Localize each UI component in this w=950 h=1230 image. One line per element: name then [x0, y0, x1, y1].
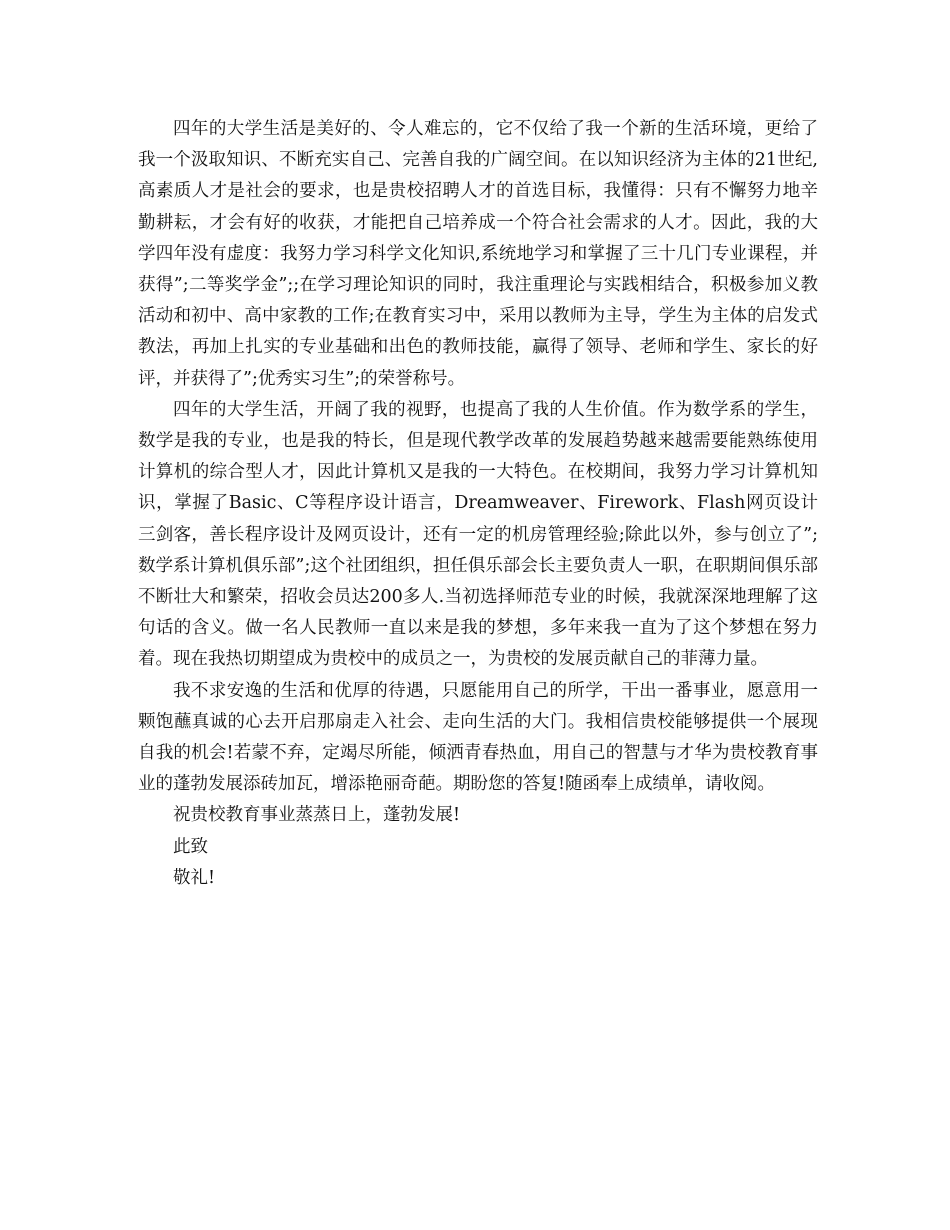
closing-salutation: 此致 [173, 836, 208, 857]
closing-regards: 敬礼! [173, 867, 216, 888]
paragraph-education: 四年的大学生活是美好的、令人难忘的，它不仅给了我一个新的生活环境，更给了我一个汲取知识、不断充实自己、完善自我的广阔空间。在以知识经济为主体的21世纪,高素质人才是社会的要求，也是贵校招聘人才的首选目标，我懂得：只有不懈努力地辛勤耕耘，才会有好的收获，才能把自己培养成一个符合社会需求的人才。因此，我的大学四年没有虚度：我努力学习科学文化知识,系统地学习和掌握了三十几门专业课程，并获得”;二等奖学金”;;在学习理论知识的同时，我注重理论与实践相结合，积极参加义教活动和初中、高中家教的工作;在教育实习中，采用以教师为主导，学生为主体的启发式教法，再加上扎实的专业基础和出色的教师技能，赢得了领导、老师和学生、家长的好评，并获得了”;优秀实习生”;的荣誉称号。 [138, 119, 818, 389]
closing-wish: 祝贵校教育事业蒸蒸日上，蓬勃发展! [173, 805, 461, 826]
letter-body [138, 114, 818, 894]
paragraph-aspiration: 我不求安逸的生活和优厚的待遇，只愿能用自己的所学，干出一番事业，愿意用一颗饱蘸真诚的心去开启那扇走入社会、走向生活的大门。我相信贵校能够提供一个展现自我的机会!若蒙不弃，定竭尽所能，倾洒青春热血，用自己的智慧与才华为贵校教育事业的蓬勃发展添砖加瓦，增添艳丽奇葩。期盼您的答复!随函奉上成绩单，请收阅。 [138, 680, 818, 795]
paragraph-skills: 四年的大学生活，开阔了我的视野，也提高了我的人生价值。作为数学系的学生，数学是我的专业，也是我的特长，但是现代教学改革的发展趋势越来越需要能熟练使用计算机的综合型人才，因此计算机又是我的一大特色。在校期间，我努力学习计算机知识，掌握了Basic、C等程序设计语言，Dreamweaver、Firework、Flash网页设计三剑客，善长程序设计及网页设计，还有一定的机房管理经验;除此以外，参与创立了”;数学系计算机俱乐部”;这个社团组织，担任俱乐部会长主要负责人一职，在职期间俱乐部不断壮大和繁荣，招收会员达200多人.当初选择师范专业的时候，我就深深地理解了这句话的含义。做一名人民教师一直以来是我的梦想，多年来我一直为了这个梦想在努力着。现在我热切期望成为贵校中的成员之一，为贵校的发展贡献自己的菲薄力量。 [138, 399, 818, 670]
